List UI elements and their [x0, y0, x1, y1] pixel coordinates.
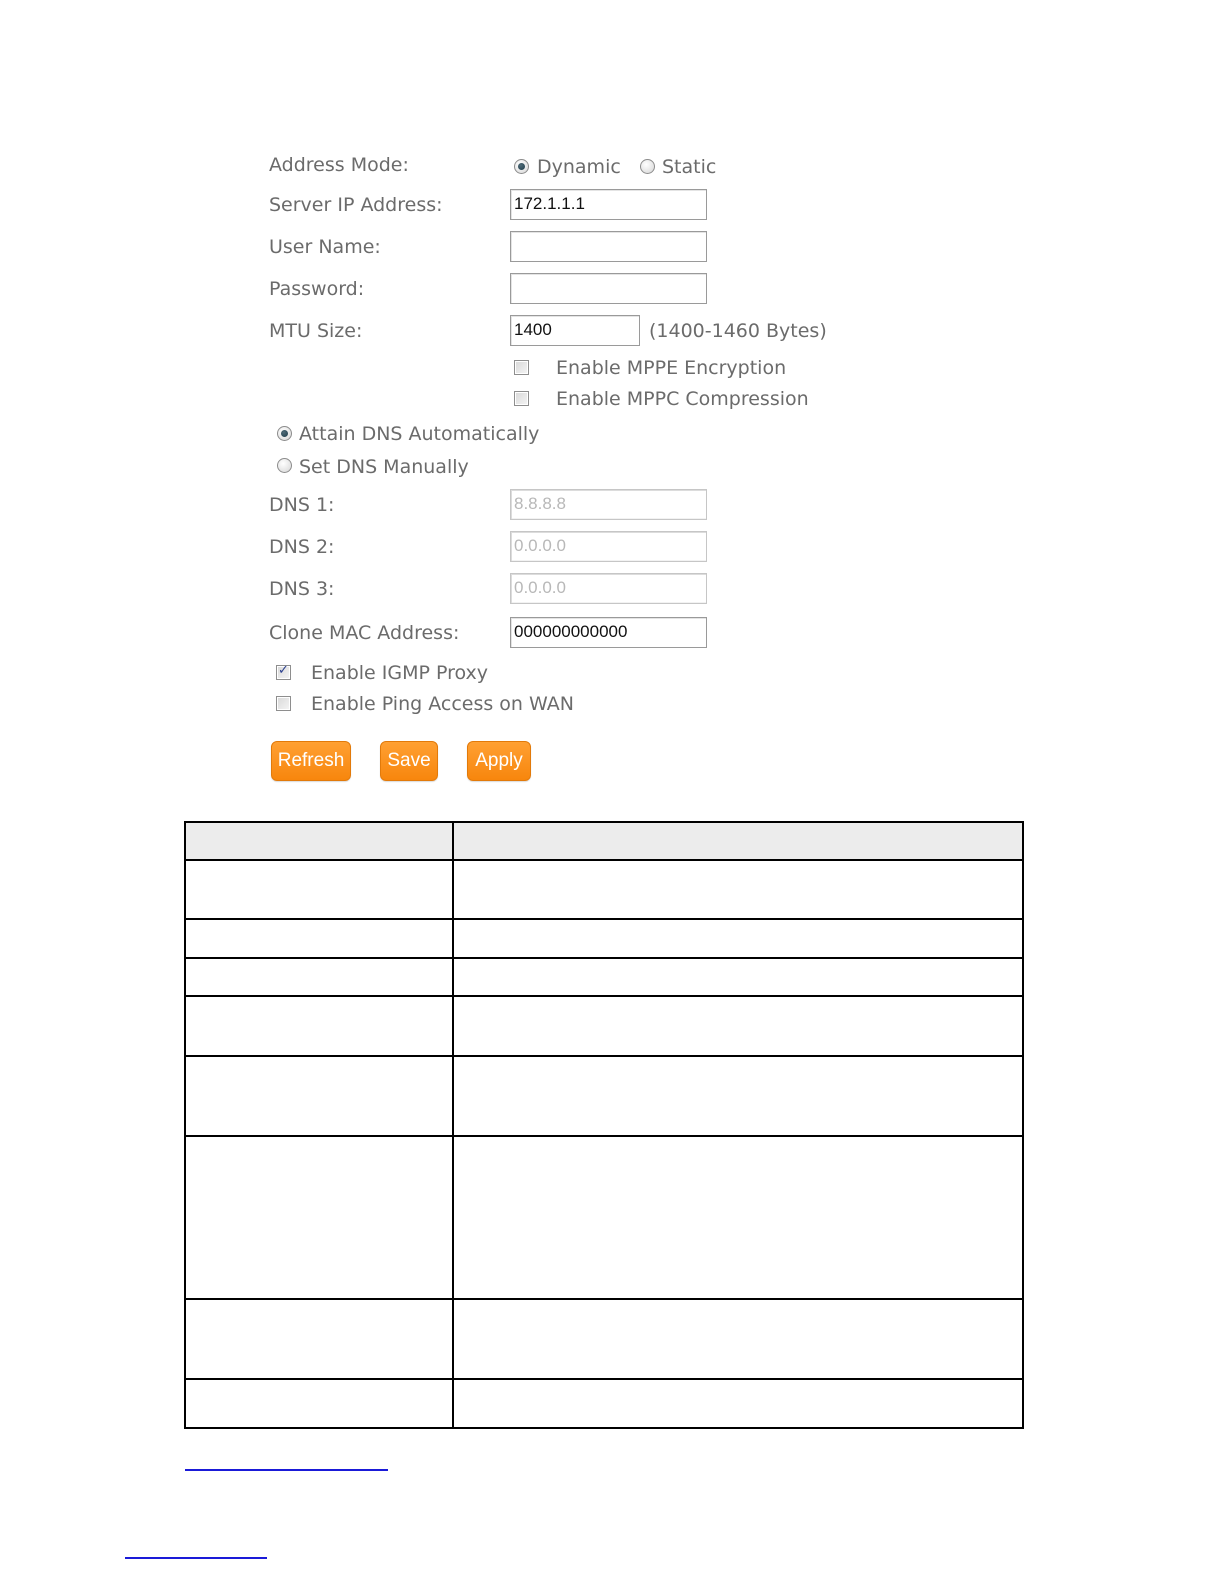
dns-manual-radio[interactable] [277, 458, 292, 473]
address-mode-static-radio[interactable] [640, 159, 655, 174]
dns-auto-label: Attain DNS Automatically [299, 423, 540, 445]
user-name-label: User Name: [269, 236, 381, 258]
ping-access-checkbox[interactable] [276, 696, 291, 711]
table-border-bottom [184, 1427, 1024, 1429]
table-border-left [184, 821, 186, 1429]
mtu-label: MTU Size: [269, 320, 363, 342]
password-input[interactable] [510, 273, 707, 304]
address-mode-dynamic-label: Dynamic [537, 156, 621, 178]
igmp-proxy-checkbox[interactable] [276, 665, 291, 680]
table-row-divider [184, 1055, 1024, 1057]
user-name-input[interactable] [510, 231, 707, 262]
table-row-divider [184, 859, 1024, 861]
mppe-label: Enable MPPE Encryption [556, 357, 787, 379]
footnote-link-underline[interactable] [185, 1469, 388, 1471]
dns2-input[interactable]: 0.0.0.0 [510, 531, 707, 562]
mppc-label: Enable MPPC Compression [556, 388, 809, 410]
table-row-divider [184, 1298, 1024, 1300]
address-mode-static-label: Static [662, 156, 717, 178]
dns-manual-label: Set DNS Manually [299, 456, 469, 478]
password-label: Password: [269, 278, 365, 300]
dns3-label: DNS 3: [269, 578, 335, 600]
dns2-label: DNS 2: [269, 536, 335, 558]
table-row-divider [184, 957, 1024, 959]
address-mode-label: Address Mode: [269, 154, 409, 176]
ping-access-label: Enable Ping Access on WAN [311, 693, 574, 715]
refresh-button[interactable]: Refresh [271, 741, 351, 781]
table-border-top [184, 821, 1024, 823]
mppc-checkbox[interactable] [514, 391, 529, 406]
table-row-divider [184, 995, 1024, 997]
table-row-divider [184, 918, 1024, 920]
footnote-link-underline[interactable] [125, 1557, 267, 1559]
server-ip-label: Server IP Address: [269, 194, 443, 216]
table-column-divider [452, 821, 454, 1429]
table-header-row [186, 823, 1022, 860]
table-border-right [1022, 821, 1024, 1429]
dns1-label: DNS 1: [269, 494, 335, 516]
dns1-input[interactable]: 8.8.8.8 [510, 489, 707, 520]
clone-mac-label: Clone MAC Address: [269, 622, 460, 644]
mtu-hint: (1400-1460 Bytes) [649, 320, 827, 342]
igmp-proxy-label: Enable IGMP Proxy [311, 662, 489, 684]
address-mode-dynamic-radio[interactable] [514, 159, 529, 174]
mtu-input[interactable]: 1400 [510, 315, 640, 346]
save-button[interactable]: Save [380, 741, 438, 781]
table-row-divider [184, 1378, 1024, 1380]
mppe-checkbox[interactable] [514, 360, 529, 375]
dns-auto-radio[interactable] [277, 426, 292, 441]
clone-mac-input[interactable]: 000000000000 [510, 617, 707, 648]
apply-button[interactable]: Apply [467, 741, 531, 781]
dns3-input[interactable]: 0.0.0.0 [510, 573, 707, 604]
server-ip-input[interactable]: 172.1.1.1 [510, 189, 707, 220]
table-row-divider [184, 1135, 1024, 1137]
